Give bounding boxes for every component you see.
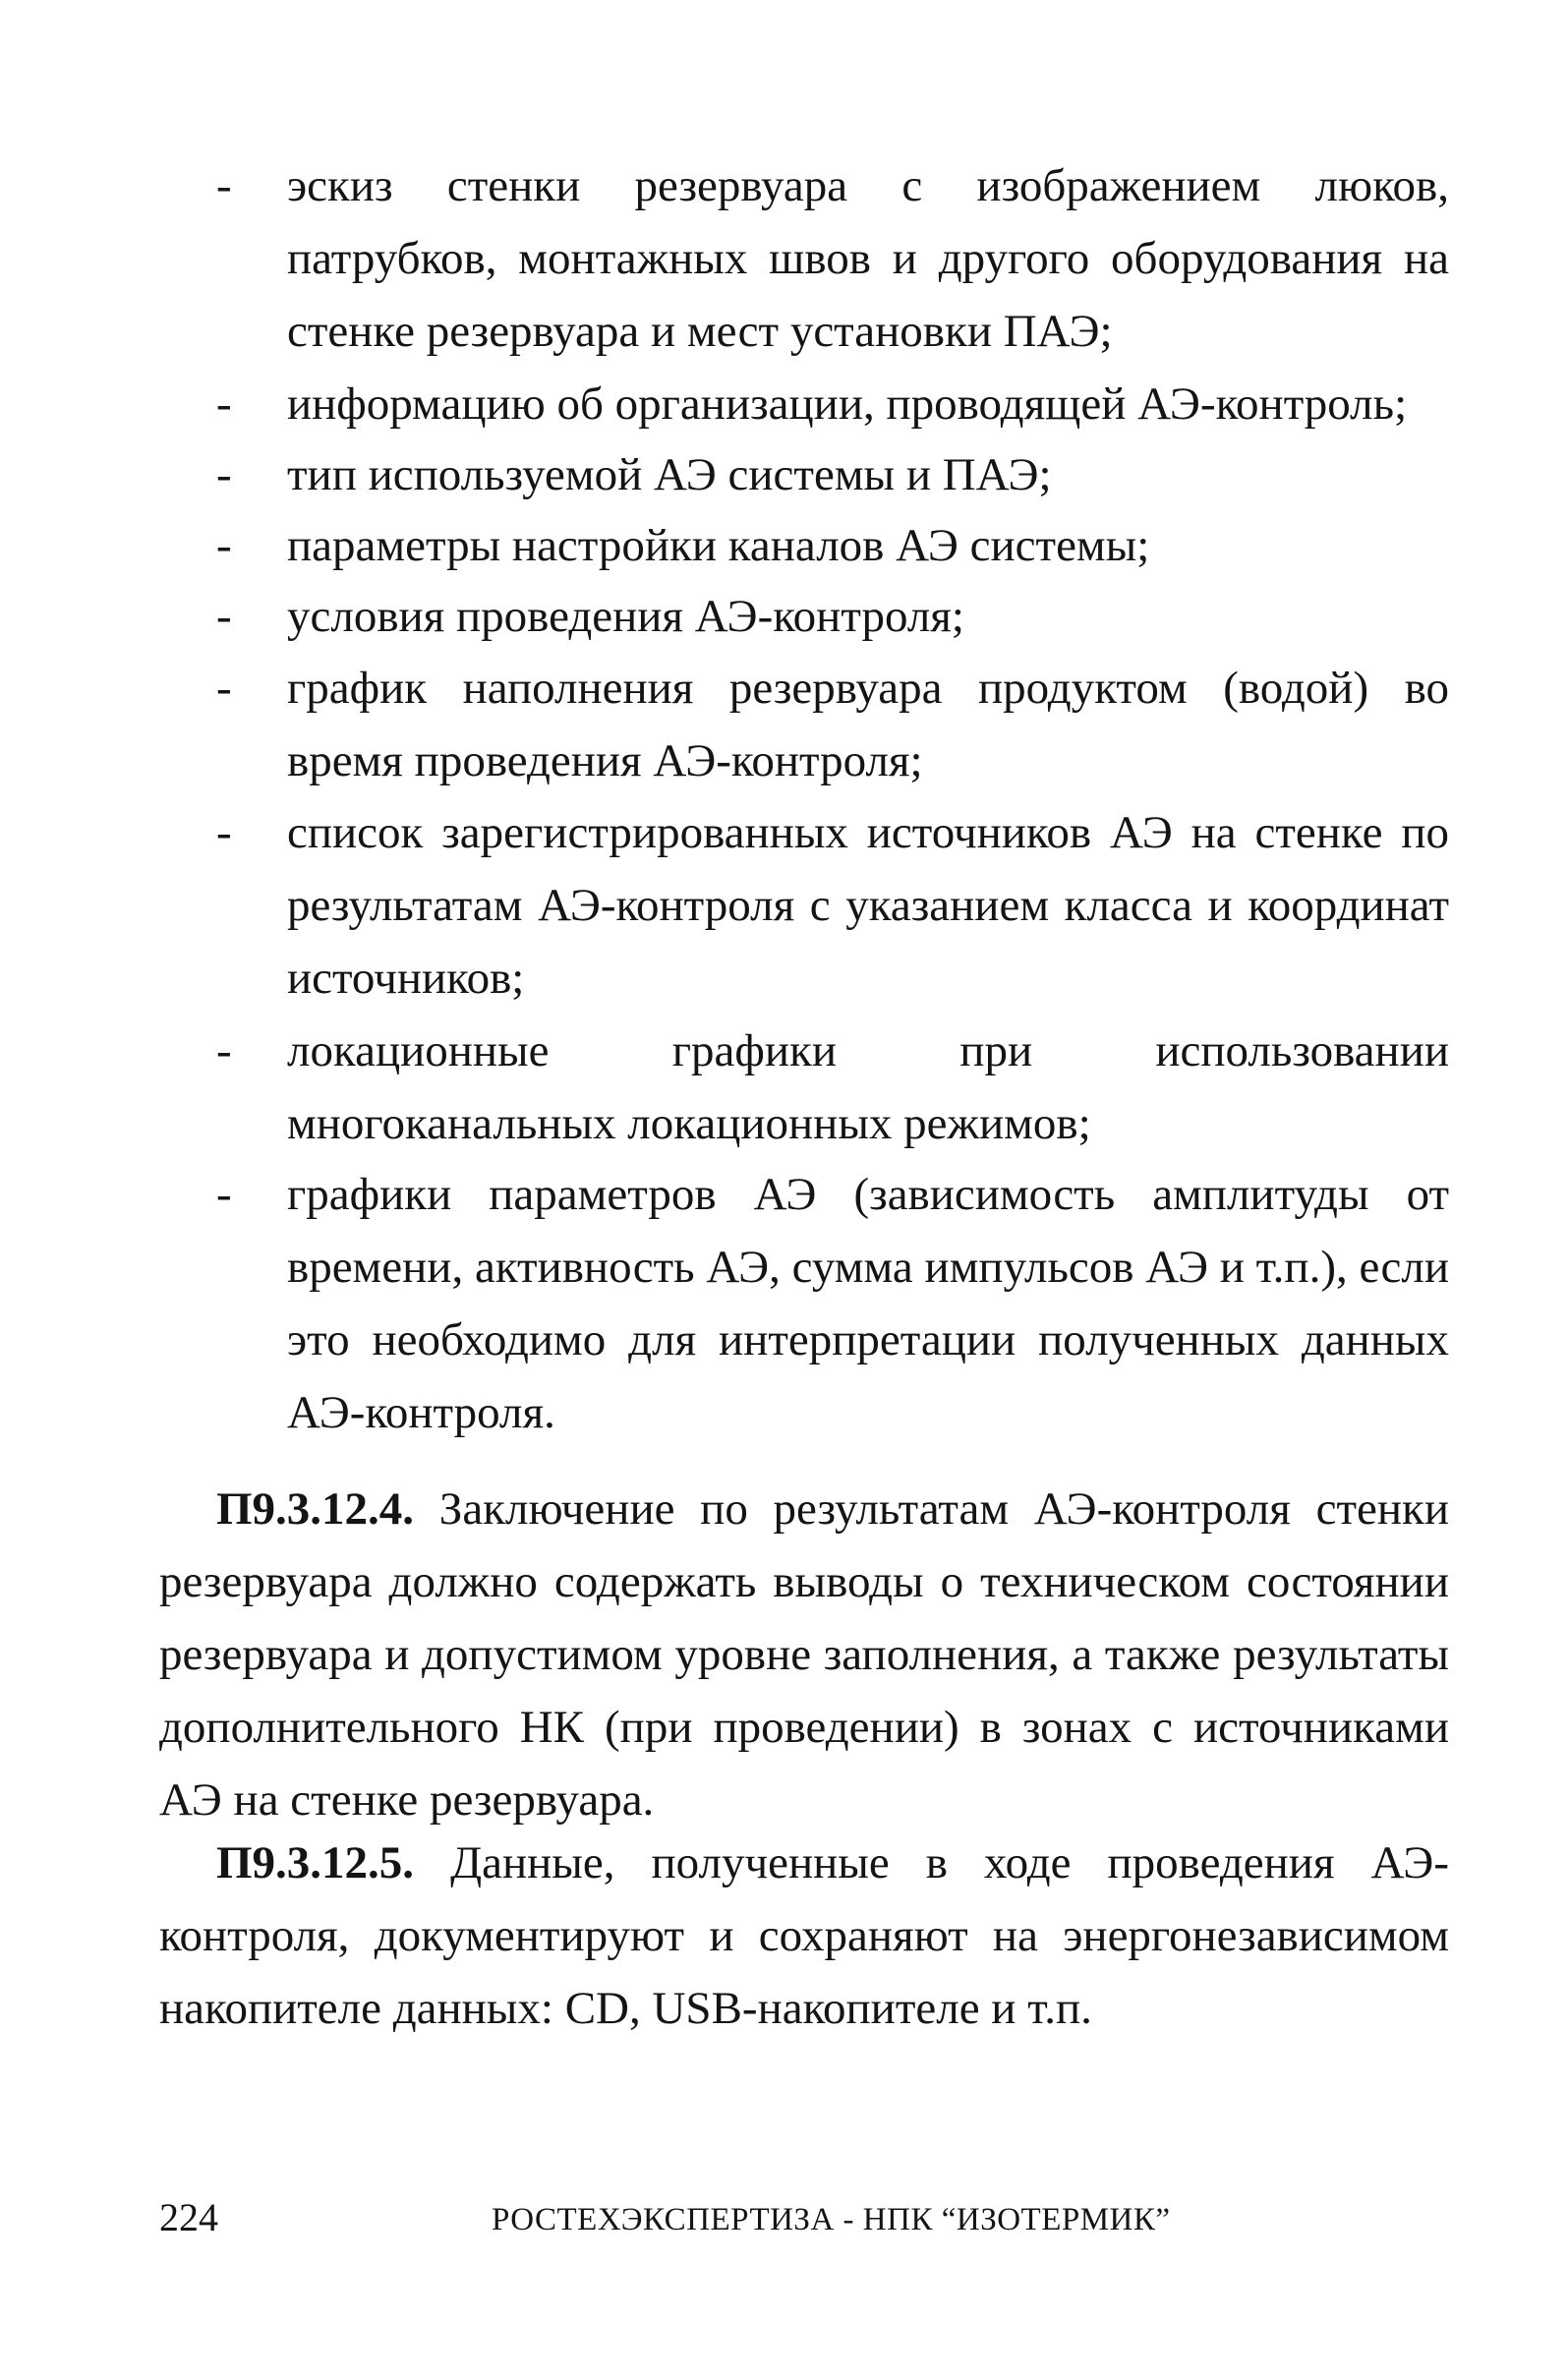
page-number: 224 <box>159 2195 218 2239</box>
list-dash: - <box>216 807 232 858</box>
list-dash: - <box>216 160 232 211</box>
list-dash: - <box>216 449 232 500</box>
section-text: Заключение по результатам АЭ-контроля стенки резервуара должно содержать выводы о техническом состоянии резервуара и допустимом уровне заполнения, а также результаты дополнительного НК (при проведении) в зонах с источниками АЭ на стенке резервуара. <box>159 1483 1449 1826</box>
list-dash: - <box>216 1025 232 1076</box>
list-dash: - <box>216 591 232 642</box>
section-number: П9.3.12.4. <box>216 1483 415 1535</box>
list-item-text: список зарегистрированных источников АЭ на стенке по результатам АЭ-контроля с указанием класса и координат источников; <box>287 807 1449 1004</box>
list-item-text: графики параметров АЭ (зависимость амплитуды от времени, активность АЭ, сумма импульсов АЭ и т.п.), если это необходимо для интерпретации полученных данных АЭ-контроля. <box>287 1169 1449 1438</box>
section-text: Данные, полученные в ходе проведения АЭ-контроля, документируют и сохраняют на энергонезависимом накопителе данных: CD, USB-накопителе и т.п. <box>159 1837 1449 2034</box>
list-dash: - <box>216 520 232 571</box>
list-item-text: тип используемой АЭ системы и ПАЭ; <box>287 449 1052 500</box>
list-item-text: локационные графики при использовании многоканальных локационных режимов; <box>287 1025 1449 1149</box>
list-item-text: информацию об организации, проводящей АЭ-контроль; <box>287 378 1408 430</box>
list-item-text: условия проведения АЭ-контроля; <box>287 591 964 642</box>
section-number: П9.3.12.5. <box>216 1837 415 1888</box>
footer-publisher: РОСТЕХЭКСПЕРТИЗА - НПК “ИЗОТЕРМИК” <box>492 2202 1171 2237</box>
list-item-text: график наполнения резервуара продуктом (водой) во время проведения АЭ-контроля; <box>287 663 1449 786</box>
list-item-text: параметры настройки каналов АЭ системы; <box>287 520 1150 571</box>
section-paragraph <box>159 1473 1449 1836</box>
list-dash: - <box>216 663 232 714</box>
list-item-text: эскиз стенки резервуара с изображением люков, патрубков, монтажных швов и другого оборудования на стенке резервуара и мест установки ПАЭ; <box>287 160 1449 357</box>
section-paragraph <box>159 1827 1449 2045</box>
list-dash: - <box>216 1169 232 1220</box>
list-dash: - <box>216 378 232 430</box>
